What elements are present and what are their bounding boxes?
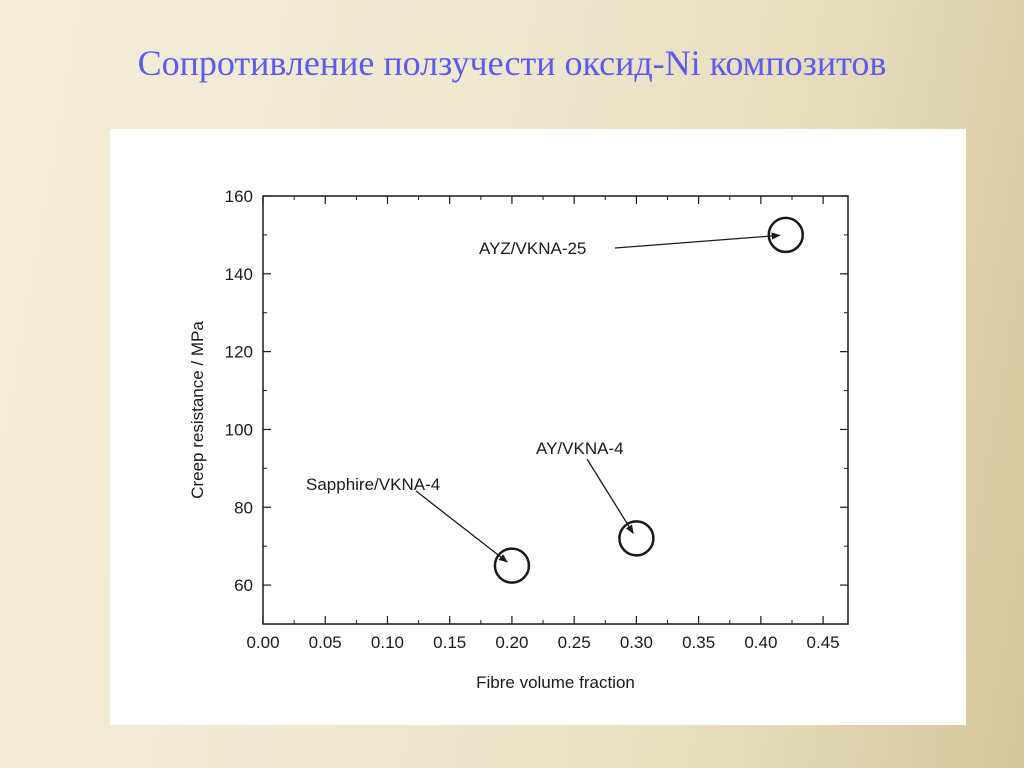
plot-frame xyxy=(263,196,848,624)
point-annotation: Sapphire/VKNA-4 xyxy=(306,475,441,494)
slide-title: Сопротивление ползучести оксид-Ni композитов xyxy=(137,43,887,83)
scatter-chart xyxy=(110,129,966,725)
data-point xyxy=(769,218,803,252)
data-point xyxy=(619,521,653,555)
y-tick-label: 160 xyxy=(224,187,253,206)
point-annotation: AY/VKNA-4 xyxy=(536,439,624,458)
x-tick-label: 0.35 xyxy=(682,633,716,652)
x-tick-label: 0.25 xyxy=(557,633,591,652)
x-tick-label: 0.15 xyxy=(433,633,467,652)
y-tick-label: 120 xyxy=(224,342,253,362)
y-tick-label: 140 xyxy=(224,264,253,284)
point-annotation: AYZ/VKNA-25 xyxy=(479,239,587,258)
x-tick-label: 0.10 xyxy=(370,633,405,652)
x-tick-label: 0.05 xyxy=(308,633,342,652)
y-tick-label: 60 xyxy=(234,576,253,596)
x-tick-label: 0.30 xyxy=(619,633,653,652)
annotation-arrow xyxy=(416,491,507,562)
x-tick-label: 0.00 xyxy=(246,633,280,652)
annotation-arrow xyxy=(615,235,780,248)
y-tick-label: 100 xyxy=(224,420,253,440)
annotation-arrow xyxy=(587,459,633,533)
y-tick-label: 80 xyxy=(234,498,253,518)
y-axis-title: Creep resistance / MPa xyxy=(188,321,207,499)
x-tick-label: 0.20 xyxy=(495,633,529,652)
chart-panel xyxy=(110,129,966,725)
x-axis-title: Fibre volume fraction xyxy=(476,673,635,692)
x-tick-label: 0.45 xyxy=(806,633,840,652)
data-point xyxy=(495,549,529,583)
x-tick-label: 0.40 xyxy=(744,633,778,652)
